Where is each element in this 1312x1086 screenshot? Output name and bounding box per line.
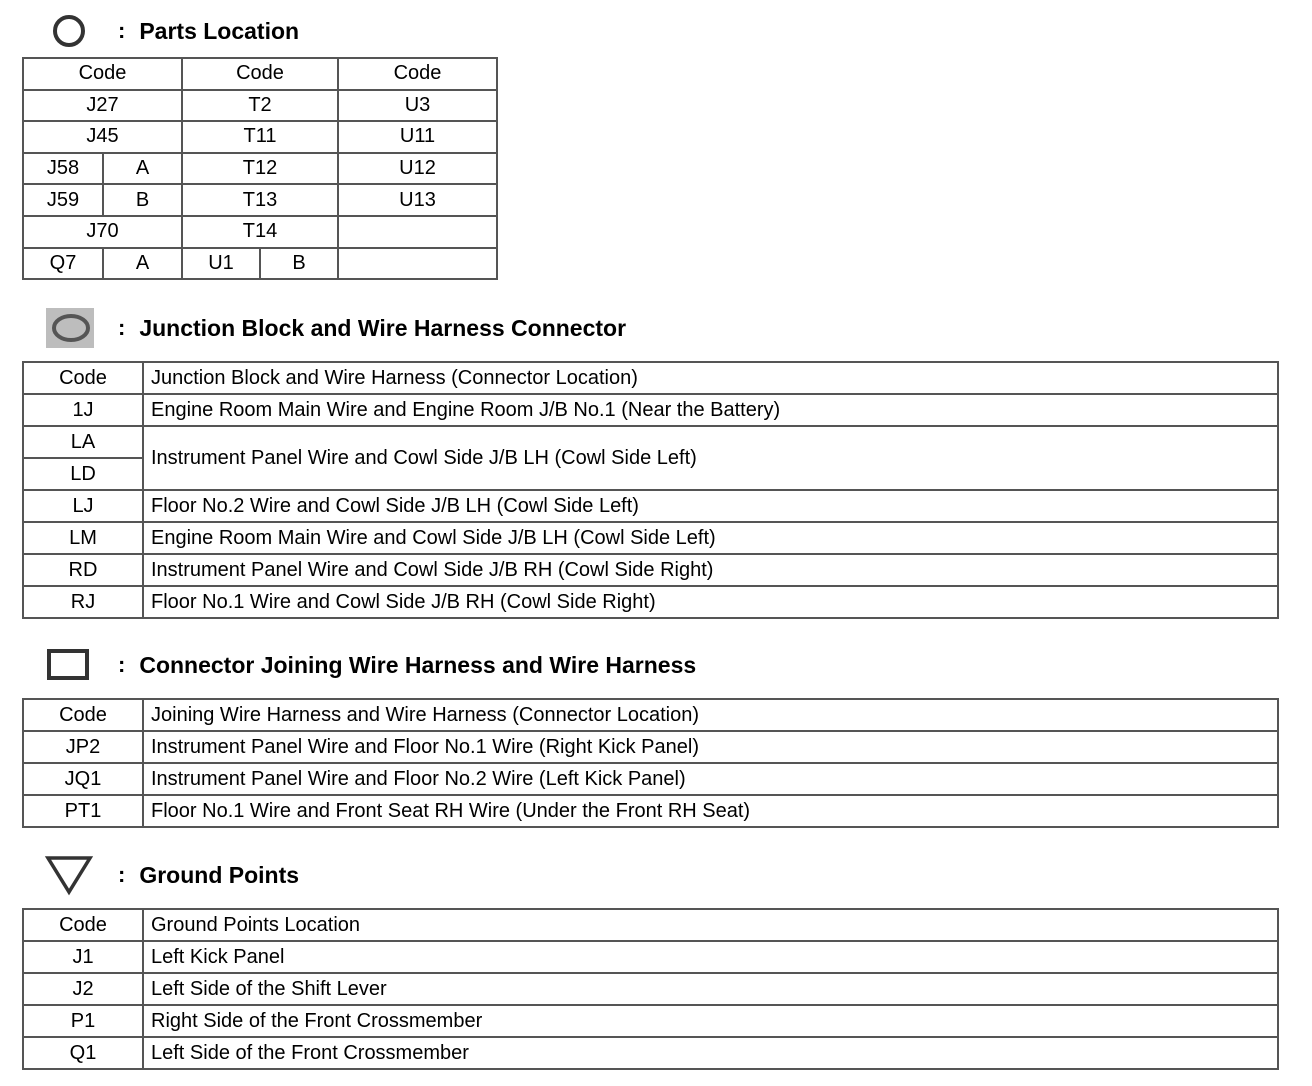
part-code: [338, 248, 497, 280]
part-code: U11: [338, 121, 497, 153]
part-code: T11: [182, 121, 338, 153]
section-title: Junction Block and Wire Harness Connector: [139, 314, 627, 341]
part-sub: A: [103, 248, 182, 280]
table-header-row: [23, 699, 1278, 731]
header-code: Code: [182, 58, 338, 90]
connector-joining-header: [44, 645, 696, 685]
ground-points-table: [22, 908, 1279, 1070]
colon: :: [118, 862, 126, 887]
connector-joining-table: [22, 698, 1279, 828]
row-code: LJ: [23, 490, 143, 522]
part-sub: B: [260, 248, 338, 280]
part-code: T2: [182, 90, 338, 122]
table-row: [23, 121, 497, 153]
row-code: J1: [23, 941, 143, 973]
part-code: U12: [338, 153, 497, 185]
part-sub: A: [103, 153, 182, 185]
section-title: Parts Location: [139, 17, 300, 44]
row-code: P1: [23, 1005, 143, 1037]
table-header-row: [23, 362, 1278, 394]
colon: :: [118, 18, 126, 43]
table-row: [23, 522, 1278, 554]
header-code: Code: [23, 699, 143, 731]
part-code: J59: [23, 184, 103, 216]
row-location: Instrument Panel Wire and Cowl Side J/B LH (Cowl Side Left): [143, 426, 1278, 490]
ground-points-header: [44, 855, 299, 895]
row-location: Floor No.2 Wire and Cowl Side J/B LH (Cowl Side Left): [143, 490, 1278, 522]
part-sub: B: [103, 184, 182, 216]
row-code: JP2: [23, 731, 143, 763]
row-location: Instrument Panel Wire and Cowl Side J/B RH (Cowl Side Right): [143, 554, 1278, 586]
part-code: U1: [182, 248, 260, 280]
row-code: LD: [23, 458, 143, 490]
parts-location-table: [22, 57, 498, 280]
part-code: U13: [338, 184, 497, 216]
header-location: Joining Wire Harness and Wire Harness (Connector Location): [143, 699, 1278, 731]
row-code: J2: [23, 973, 143, 1005]
table-row: [23, 490, 1278, 522]
row-location: Left Kick Panel: [143, 941, 1278, 973]
row-code: JQ1: [23, 763, 143, 795]
row-location: Floor No.1 Wire and Cowl Side J/B RH (Cowl Side Right): [143, 586, 1278, 618]
row-code: LM: [23, 522, 143, 554]
table-row: [23, 554, 1278, 586]
junction-block-header: [44, 308, 626, 348]
table-row: [23, 248, 497, 280]
header-code: Code: [23, 58, 182, 90]
part-code: [338, 216, 497, 248]
row-code: LA: [23, 426, 143, 458]
part-code: T12: [182, 153, 338, 185]
rectangle-icon: [44, 645, 94, 685]
table-row: [23, 1037, 1278, 1069]
row-location: Right Side of the Front Crossmember: [143, 1005, 1278, 1037]
header-code: Code: [23, 362, 143, 394]
row-code: RJ: [23, 586, 143, 618]
row-location: Engine Room Main Wire and Cowl Side J/B LH (Cowl Side Left): [143, 522, 1278, 554]
row-code: RD: [23, 554, 143, 586]
part-code: U3: [338, 90, 497, 122]
table-row: [23, 426, 1278, 458]
table-row: [23, 763, 1278, 795]
row-location: Instrument Panel Wire and Floor No.1 Wire (Right Kick Panel): [143, 731, 1278, 763]
table-row: [23, 216, 497, 248]
triangle-down-icon: [44, 855, 94, 895]
table-row: [23, 153, 497, 185]
colon: :: [118, 652, 126, 677]
table-row: [23, 941, 1278, 973]
section-title: Ground Points: [139, 861, 300, 888]
part-code: J27: [23, 90, 182, 122]
row-location: Engine Room Main Wire and Engine Room J/B No.1 (Near the Battery): [143, 394, 1278, 426]
table-row: [23, 586, 1278, 618]
row-code: PT1: [23, 795, 143, 827]
row-location: Left Side of the Shift Lever: [143, 973, 1278, 1005]
row-location: Floor No.1 Wire and Front Seat RH Wire (Under the Front RH Seat): [143, 795, 1278, 827]
header-location: Junction Block and Wire Harness (Connector Location): [143, 362, 1278, 394]
row-code: 1J: [23, 394, 143, 426]
table-row: [23, 394, 1278, 426]
table-row: [23, 973, 1278, 1005]
section-title: Connector Joining Wire Harness and Wire Harness: [139, 651, 697, 678]
parts-location-header: [44, 11, 299, 51]
table-row: [23, 90, 497, 122]
row-location: Left Side of the Front Crossmember: [143, 1037, 1278, 1069]
part-code: J58: [23, 153, 103, 185]
part-code: J70: [23, 216, 182, 248]
header-code: Code: [338, 58, 497, 90]
circle-icon: [44, 11, 94, 51]
row-code: Q1: [23, 1037, 143, 1069]
table-row: [23, 731, 1278, 763]
table-header-row: [23, 58, 497, 90]
table-row: [23, 1005, 1278, 1037]
part-code: Q7: [23, 248, 103, 280]
header-code: Code: [23, 909, 143, 941]
table-header-row: [23, 909, 1278, 941]
part-code: J45: [23, 121, 182, 153]
header-location: Ground Points Location: [143, 909, 1278, 941]
table-row: [23, 795, 1278, 827]
shaded-oval-icon: [44, 308, 94, 348]
part-code: T14: [182, 216, 338, 248]
colon: :: [118, 315, 126, 340]
part-code: T13: [182, 184, 338, 216]
table-row: [23, 184, 497, 216]
row-location: Instrument Panel Wire and Floor No.2 Wire (Left Kick Panel): [143, 763, 1278, 795]
junction-block-table: [22, 361, 1279, 619]
